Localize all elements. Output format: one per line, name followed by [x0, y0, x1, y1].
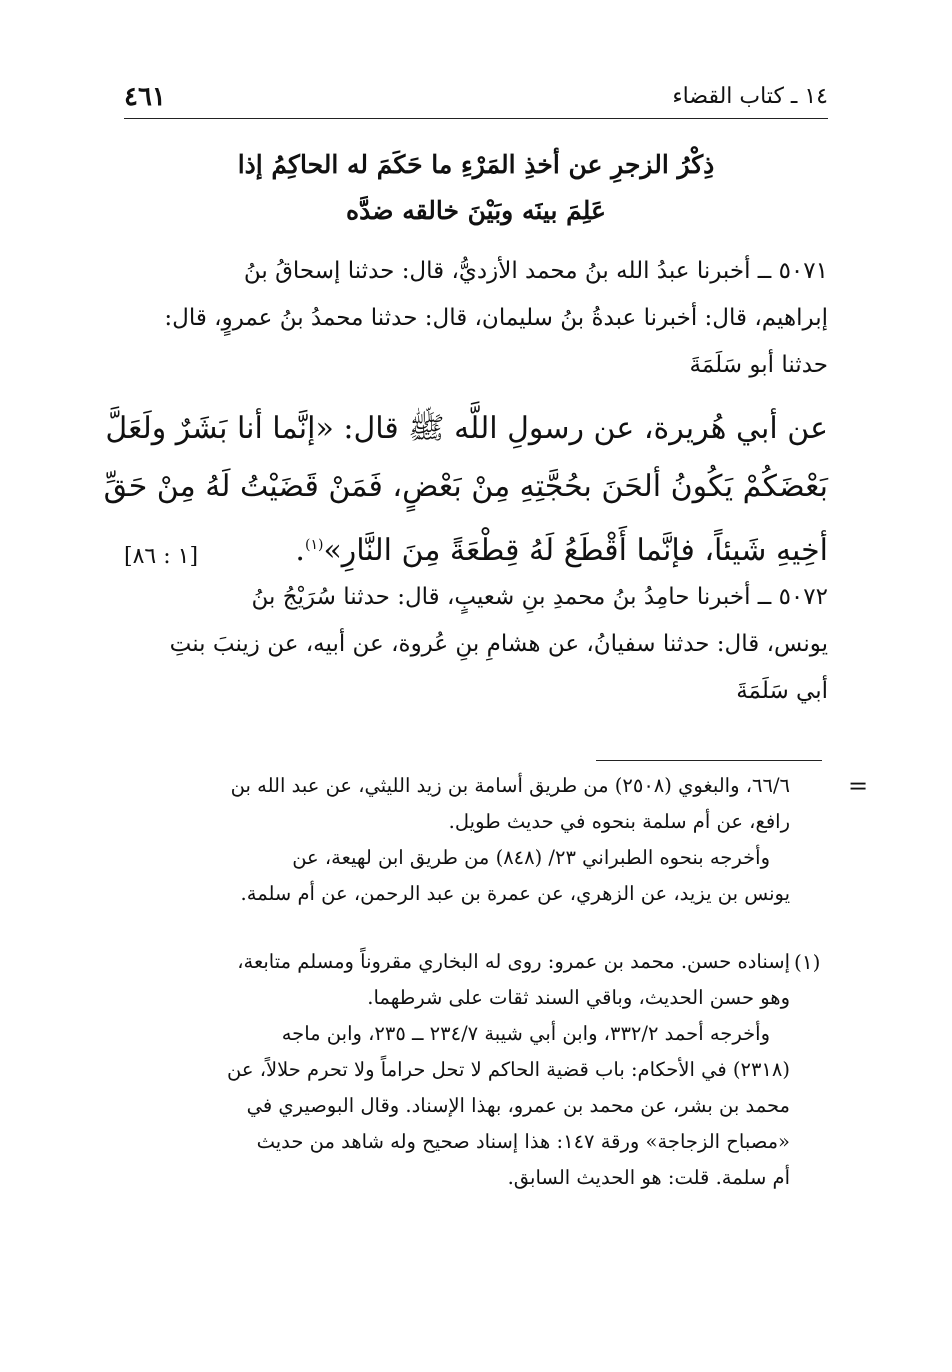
- footnote-line: أم سلمة. قلت: هو الحديث السابق.: [507, 1166, 790, 1189]
- footnote-line: وأخرجه بنحوه الطبراني ٢٣/ (٨٤٨) من طريق ابن لهيعة، عن: [292, 846, 770, 869]
- hadith-line: عن أبي هُريرة، عن رسولِ اللَّه ﷺ قال: «إنَّما أنا بَشَرٌ ولَعَلَّ: [105, 411, 828, 446]
- footnote-line: إسناده حسن. محمد بن عمرو: روى له البخاري مقروناً ومسلم متابعة،: [237, 950, 790, 973]
- footnote-number: (١): [794, 950, 821, 974]
- hadith-matn: [103, 400, 828, 580]
- footnote-line: (٢٣١٨) في الأحكام: باب قضية الحاكم لا تحل حراماً ولا تحرم حلالاً، عن: [227, 1058, 790, 1081]
- isnad-line: حدثنا أبو سَلَمَةَ: [689, 352, 828, 378]
- footnote-separator: [596, 760, 822, 761]
- footnote-continued: [124, 768, 790, 912]
- footnote-line: رافع، عن أم سلمة بنحوه في حديث طويل.: [448, 810, 790, 833]
- isnad-5072: [124, 574, 828, 715]
- running-title: ١٤ ـ كتاب القضاء: [672, 84, 828, 109]
- hadith-line: أخِيهِ شَيئاً، فإنَّما أَقْطَعُ لَهُ قِطْعَةً مِنَ النَّارِ»: [323, 533, 828, 568]
- isnad-line: ٥٠٧١ ــ أخبرنا عبدُ الله بنُ محمد الأزديُّ، قال: حدثنا إسحاقُ بنُ: [243, 258, 828, 284]
- footnote-1: [124, 944, 790, 1196]
- chapter-title: [124, 142, 828, 234]
- isnad-line: ٥٠٧٢ ــ أخبرنا حامِدُ بنُ محمدِ بنِ شعيبٍ، قال: حدثنا سُرَيْجُ بنُ: [251, 584, 828, 610]
- chapter-title-line: ذِكْرُ الزجرِ عن أخذِ المَرْءِ ما حَكَمَ له الحاكِمُ إذا: [237, 150, 715, 179]
- footnote-line: «مصباح الزجاجة» ورقة ١٤٧: هذا إسناد صحيح وله شاهد من حديث: [256, 1130, 790, 1153]
- footnote-line: وأخرجه أحمد ٣٣٢/٢، وابن أبي شيبة ٢٣٤/٧ ــ ٢٣٥، وابن ماجه: [281, 1022, 770, 1045]
- footnote-marker: (١): [304, 537, 324, 553]
- footnote-line: وهو حسن الحديث، وباقي السند ثقات على شرطهما.: [367, 986, 790, 1009]
- page-number: ٤٦١: [124, 82, 166, 112]
- hadith-line: بَعْضَكُمْ يَكُونُ ألحَنَ بحُجَّتِهِ مِنْ بَعْضٍ، فَمَنْ قَضَيْتُ لَهُ مِنْ حَقِّ: [103, 469, 828, 504]
- chapter-title-line: عَلِمَ بينَه وبَيْنَ خالقه ضدَّه: [346, 196, 606, 225]
- page-header: [124, 78, 828, 119]
- footnote-line: يونس بن يزيد، عن الزهري، عن عمرة بن عبد الرحمن، عن أم سلمة.: [240, 882, 790, 905]
- isnad-line: يونس، قال: حدثنا سفيانُ، عن هشامِ بنِ عُروة، عن أبيه، عن زينبَ بنتِ: [169, 631, 828, 657]
- hadith-reference: [١ : ٨٦]: [124, 544, 199, 569]
- footnote-line: ٦٦/٦، والبغوي (٢٥٠٨) من طريق أسامة بن زيد الليثي، عن عبد الله بن: [230, 774, 790, 797]
- isnad-line: إبراهيم، قال: أخبرنا عبدةُ بنُ سليمان، قال: حدثنا محمدُ بنُ عمروٍ، قال:: [164, 305, 828, 331]
- isnad-line: أبي سَلَمَةَ: [736, 678, 828, 704]
- isnad-5071: [124, 248, 828, 389]
- hadith-line-last: أخِيهِ شَيئاً، فإنَّما أَقْطَعُ لَهُ قِطْعَةً مِنَ النَّارِ»$^{(١)}$. [١ : ٨٦]: [124, 516, 828, 580]
- continuation-mark: =: [848, 772, 869, 800]
- footnote-line: محمد بن بشر، عن محمد بن عمرو، بهذا الإسناد. وقال البوصيري في: [246, 1094, 790, 1117]
